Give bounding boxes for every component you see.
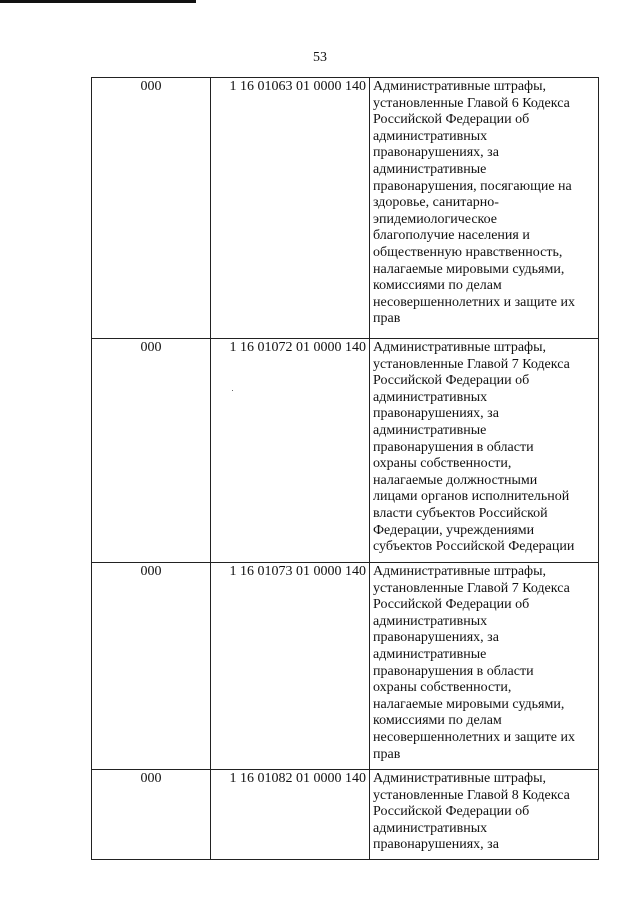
description-line: Административные штрафы, [373, 564, 547, 579]
description-line: охраны собственности, [373, 680, 512, 696]
description-line: Административные штрафы, [373, 79, 547, 94]
description-line: установленные Главой 6 Кодекса [373, 95, 570, 111]
description-line: правонарушениях, за [373, 837, 499, 853]
description-line: налагаемые мировыми судьями, [373, 696, 565, 712]
description-cell [370, 339, 599, 563]
description-line: лицами органов исполнительной [373, 489, 570, 505]
description-line: Административные штрафы, [373, 340, 547, 355]
table-row [92, 563, 599, 770]
budget-code-cell: 1 16 01072 01 0000 140 [211, 339, 370, 563]
description-line: охраны собственности, [373, 456, 512, 472]
description-line: благополучие населения и [373, 228, 530, 244]
description-line: Российской Федерации об [373, 597, 530, 613]
budget-code-cell: 1 16 01073 01 0000 140 [211, 563, 370, 770]
description-line: комиссиями по делам [373, 278, 502, 294]
description-line: прав [373, 311, 401, 327]
admin-code-cell: 000 [92, 563, 211, 770]
description-line: Российской Федерации об [373, 804, 530, 820]
description-line: Административные штрафы, [373, 771, 547, 786]
page-number: 53 [313, 50, 327, 65]
description-line: несовершеннолетних и защите их [373, 729, 575, 745]
description-line: Российской Федерации об [373, 112, 530, 128]
description-line: правонарушениях, за [373, 145, 499, 161]
scan-speck [232, 390, 233, 391]
description-line: установленные Главой 7 Кодекса [373, 356, 570, 372]
description-line: комиссиями по делам [373, 713, 502, 729]
description-line: эпидемиологическое [373, 211, 498, 227]
description-cell [370, 78, 599, 339]
scan-edge-mark [0, 0, 196, 3]
description-line: власти субъектов Российской [373, 505, 548, 521]
description-line: правонарушениях, за [373, 406, 499, 422]
description-line: административных [373, 613, 488, 629]
description-line: административные [373, 161, 487, 177]
budget-code-cell: 1 16 01082 01 0000 140 [211, 770, 370, 860]
description-line: здоровье, санитарно- [373, 195, 499, 211]
description-line: правонарушения в области [373, 439, 534, 455]
budget-code-cell: 1 16 01063 01 0000 140 [211, 78, 370, 339]
description-line: Федерации, учреждениями [373, 522, 535, 538]
description-line: административных [373, 128, 488, 144]
description-line: правонарушения в области [373, 663, 534, 679]
description-line: Российской Федерации об [373, 373, 530, 389]
description-line: налагаемые мировыми судьями, [373, 261, 565, 277]
description-line: несовершеннолетних и защите их [373, 294, 575, 310]
description-line: общественную нравственность, [373, 244, 563, 260]
description-line: субъектов Российской Федерации [373, 539, 575, 555]
description-line: административные [373, 422, 487, 438]
budget-codes-table [91, 77, 599, 860]
description-cell [370, 563, 599, 770]
description-line: административных [373, 389, 488, 405]
admin-code-cell: 000 [92, 78, 211, 339]
description-line: правонарушения, посягающие на [373, 178, 572, 194]
table-row [92, 78, 599, 339]
admin-code-cell: 000 [92, 339, 211, 563]
description-line: установленные Главой 8 Кодекса [373, 787, 570, 803]
description-line: правонарушениях, за [373, 630, 499, 646]
description-line: административные [373, 646, 487, 662]
table-row [92, 339, 599, 563]
table-row [92, 770, 599, 860]
admin-code-cell: 000 [92, 770, 211, 860]
description-line: прав [373, 746, 401, 762]
description-line: установленные Главой 7 Кодекса [373, 580, 570, 596]
description-line: налагаемые должностными [373, 472, 538, 488]
description-line: административных [373, 820, 488, 836]
description-cell [370, 770, 599, 860]
